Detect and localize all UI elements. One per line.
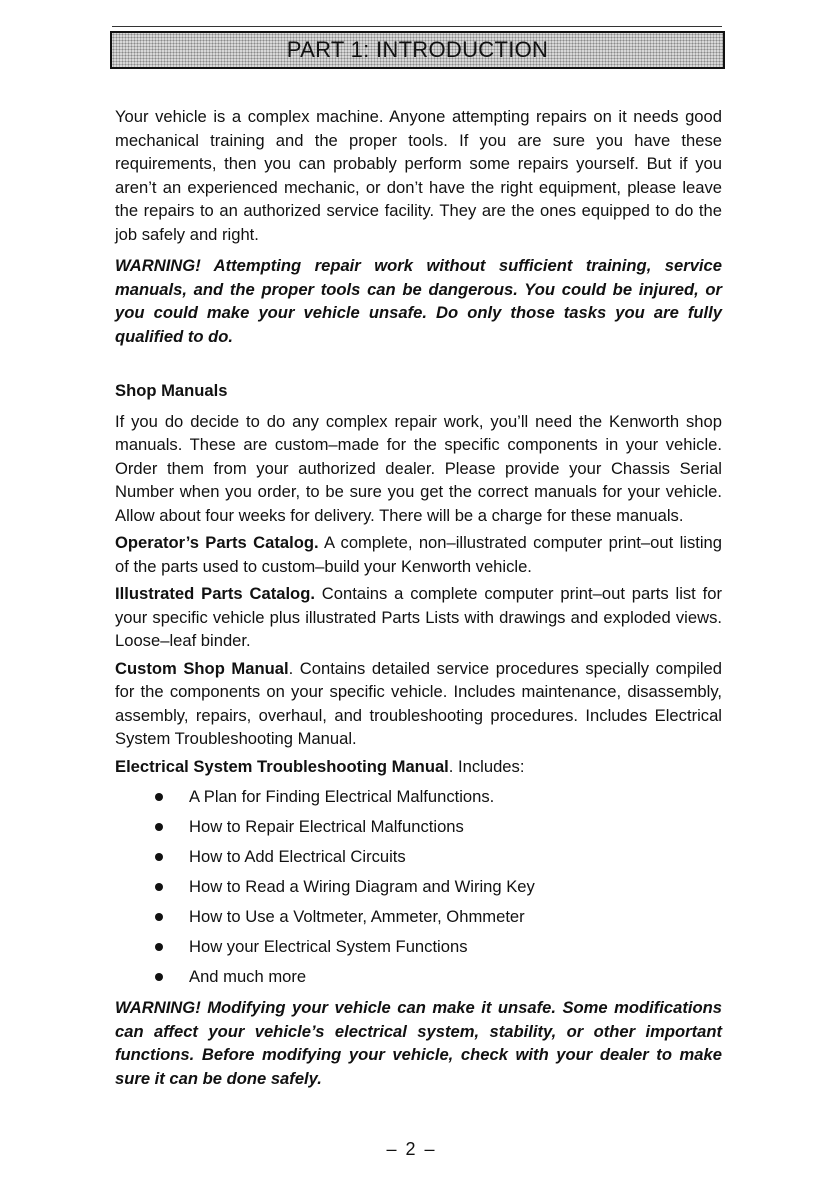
page-content xyxy=(115,105,722,1090)
shop-manuals-intro: If you do decide to do any complex repair work, you’ll need the Kenworth shop manuals. These are custom–made for the specific components in your vehicle. Order them from your authorized dealer. Please provide your Chassis Serial Number when you order, to be sure you get the correct manuals for your vehicle. Allow about four weeks for delivery. There will be a charge for these manuals. xyxy=(115,411,722,525)
list-item xyxy=(115,902,722,932)
list-item xyxy=(115,932,722,962)
illustrated-catalog-title: Illustrated Parts Catalog. xyxy=(115,584,315,603)
operators-catalog-text: A complete, non–illustrated computer print–out listing of the parts used to custom–build your Kenworth vehicle. xyxy=(115,533,722,576)
list-item xyxy=(115,962,722,992)
illustrated-catalog-text: Contains a complete computer print–out parts list for your specific vehicle plus illustrated Parts Lists with drawings and exploded views. Loose–leaf binder. xyxy=(115,584,722,650)
intro-paragraph: Your vehicle is a complex machine. Anyone attempting repairs on it needs good mechanical training and the proper tools. If you are sure you have these requirements, then you can probably perform some repairs yourself. But if you aren’t an experienced mechanic, or don’t have the right equipment, please leave the repairs to an authorized service facility. They are the ones equipped to do the job safely and right. xyxy=(115,107,722,244)
bullet-icon xyxy=(155,883,163,891)
modification-warning: WARNING! Modifying your vehicle can make it unsafe. Some modifications can affect your vehicle’s electrical system, stability, or other important functions. Before modifying your vehicle, check with your dealer to make sure it can be done safely. xyxy=(115,998,722,1088)
custom-manual-title: Custom Shop Manual xyxy=(115,658,289,678)
bullet-icon xyxy=(155,823,163,831)
list-item-text: How to Add Electrical Circuits xyxy=(189,847,406,866)
custom-manual-paragraph xyxy=(115,657,722,751)
section-title-text: PART 1: INTRODUCTION xyxy=(286,37,549,62)
electrical-manual-paragraph xyxy=(115,755,722,779)
list-item-text: A Plan for Finding Electrical Malfunctions. xyxy=(189,787,495,806)
list-item xyxy=(115,812,722,842)
custom-manual-text: . Contains detailed service procedures specially compiled for the components on your specific vehicle. Includes maintenance, disassembly, assembly, repairs, overhaul, and troubleshooting procedures. Includes Electrical System Troubleshooting Manual. xyxy=(115,658,723,748)
section-title-banner xyxy=(110,31,725,69)
electrical-manual-contents-list xyxy=(115,782,722,992)
list-item-text: And much more xyxy=(189,967,307,986)
bullet-icon xyxy=(155,943,163,951)
list-item-text: How to Use a Voltmeter, Ammeter, Ohmmeter xyxy=(189,907,525,926)
list-item xyxy=(115,872,722,902)
list-item-text: How to Read a Wiring Diagram and Wiring Key xyxy=(189,877,535,896)
list-item-text: How your Electrical System Functions xyxy=(189,937,468,956)
operators-catalog-title: Operator’s Parts Catalog. xyxy=(115,533,319,552)
electrical-manual-title: Electrical System Troubleshooting Manual xyxy=(115,756,449,776)
training-warning: WARNING! Attempting repair work without sufficient training, service manuals, and the proper tools can be dangerous. You could be injured, or you could make your vehicle unsafe. Do only those tasks you are fully qualified to do. xyxy=(115,256,722,346)
illustrated-catalog-paragraph xyxy=(115,582,722,653)
operators-catalog-paragraph xyxy=(115,531,722,578)
list-item-text: How to Repair Electrical Malfunctions xyxy=(189,817,464,836)
electrical-manual-text: . Includes: xyxy=(448,756,525,776)
list-item xyxy=(115,782,722,812)
top-rule xyxy=(112,26,722,27)
page-number: – 2 – xyxy=(386,1139,437,1159)
bullet-icon xyxy=(155,853,163,861)
bullet-icon xyxy=(155,913,163,921)
shop-manuals-heading: Shop Manuals xyxy=(115,381,228,400)
bullet-icon xyxy=(155,793,163,801)
list-item xyxy=(115,842,722,872)
bullet-icon xyxy=(155,973,163,981)
